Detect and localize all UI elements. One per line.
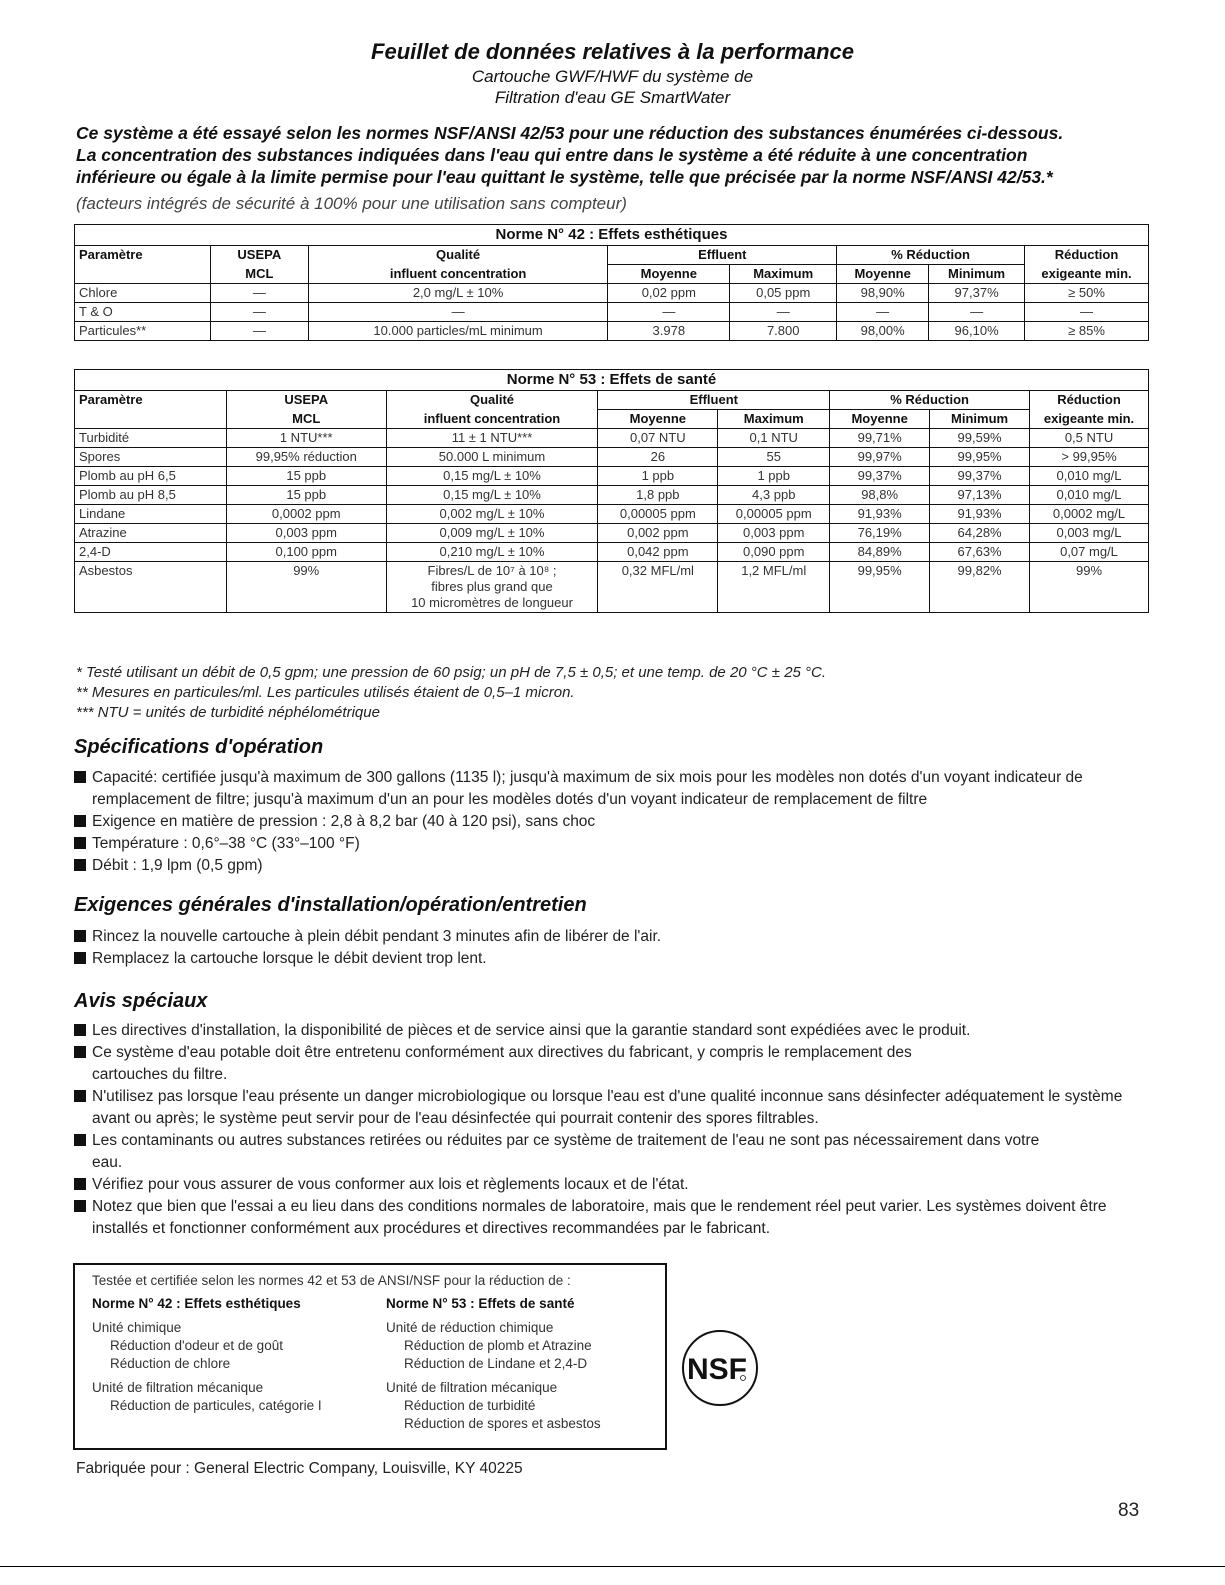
cert-item: Réduction de spores et asbestos	[404, 1416, 601, 1431]
table-cell: 11 ± 1 NTU***	[386, 429, 598, 448]
table-cell: 0,02 ppm	[608, 284, 730, 303]
table-cell: 0,00005 ppm	[718, 505, 830, 524]
table-row	[75, 524, 1149, 543]
table-cell	[386, 562, 598, 613]
table-cell: 98,00%	[837, 322, 929, 341]
list-item: Capacité: certifiée jusqu'à maximum de 300 gallons (1135 l); jusqu'à maximum de six mois pour les modèles non dotés d'un voyant indicateur de remplacement de filtre; jusqu'à maximum d'un an pour les modèles dotés d'un voyant indicateur de remplacement de filtre	[74, 767, 1154, 811]
table-cell: 0,090 ppm	[718, 543, 830, 562]
table-cell: Plomb au pH 6,5	[75, 467, 227, 486]
header-influent: influent concentration	[308, 265, 608, 284]
table-cell: 0,009 mg/L ± 10%	[386, 524, 598, 543]
table-norme-53	[74, 369, 1149, 613]
cert-item: Réduction de turbidité	[404, 1398, 536, 1413]
table-row	[75, 486, 1149, 505]
header-influent: influent concentration	[386, 410, 598, 429]
cert-column-heading: Norme N° 53 : Effets de santé	[386, 1296, 575, 1311]
table-cell: 76,19%	[830, 524, 930, 543]
table-cell: 0,15 mg/L ± 10%	[386, 486, 598, 505]
table-cell: > 99,95%	[1030, 448, 1149, 467]
table-cell: 99,97%	[830, 448, 930, 467]
table-cell: Plomb au pH 8,5	[75, 486, 227, 505]
bullet-square-icon	[74, 1178, 86, 1190]
table-cell: —	[608, 303, 730, 322]
list-item: Exigence en matière de pression : 2,8 à 8,2 bar (40 à 120 psi), sans choc	[74, 811, 1154, 833]
table-cell: 0,042 ppm	[598, 543, 718, 562]
table-cell: 0,010 mg/L	[1030, 486, 1149, 505]
table-body	[75, 284, 1149, 341]
intro-line: La concentration des substances indiquées dans l'eau qui entre dans le système a été réduite à une concentration	[76, 145, 1028, 165]
bullet-square-icon	[74, 859, 86, 871]
list-item: Vérifiez pour vous assurer de vous conformer aux lois et règlements locaux et de l'état.	[74, 1174, 1154, 1196]
bullet-list-specs	[74, 767, 1154, 877]
table-cell: 1 ppb	[718, 467, 830, 486]
bullet-square-icon	[74, 1090, 86, 1102]
cell-line: fibres plus grand que	[431, 579, 553, 594]
page-divider	[0, 1566, 1225, 1567]
footnote: * Testé utilisant un débit de 0,5 gpm; une pression de 60 psig; un pH de 7,5 ± 0,5; et une temp. de 20 °C ± 25 °C.	[76, 664, 827, 681]
table-cell: ≥ 85%	[1025, 322, 1149, 341]
table-row	[75, 505, 1149, 524]
table-cell: 98,8%	[830, 486, 930, 505]
page-number: 83	[1118, 1500, 1140, 1521]
table-cell: 0,210 mg/L ± 10%	[386, 543, 598, 562]
header-maximum: Maximum	[718, 410, 830, 429]
cert-group	[386, 1379, 666, 1433]
list-item: Température : 0,6°–38 °C (33°–100 °F)	[74, 833, 1154, 855]
table-row	[75, 303, 1149, 322]
header-req-min: Réduction	[1025, 246, 1149, 265]
table-cell: Lindane	[75, 505, 227, 524]
table-cell: 2,4-D	[75, 543, 227, 562]
cert-group	[92, 1319, 372, 1373]
list-item: Notez que bien que l'essai a eu lieu dans des conditions normales de laboratoire, mais que le rendement réel peut varier. Les systèmes doivent être installés et fonctionner conformément aux procédures et directives recommandées par le fabricant.	[74, 1196, 1154, 1240]
table-cell: 0,07 NTU	[598, 429, 718, 448]
header-qualite: Qualité	[386, 391, 598, 410]
bullet-list-install	[74, 926, 1154, 970]
table-cell: 99,37%	[930, 467, 1030, 486]
table-cell: —	[210, 303, 308, 322]
header-effluent: Effluent	[598, 391, 830, 410]
header-moyenne: Moyenne	[837, 265, 929, 284]
cert-item: Réduction de chlore	[110, 1356, 231, 1371]
table-cell: 0,1 NTU	[718, 429, 830, 448]
table-cell: 55	[718, 448, 830, 467]
table-row	[75, 562, 1149, 613]
table-cell: 0,003 mg/L	[1030, 524, 1149, 543]
header-req-min: exigeante min.	[1030, 410, 1149, 429]
header-mcl: MCL	[226, 410, 386, 429]
title-block	[0, 38, 1225, 108]
cell-line: Fibres/L de 10⁷ à 10⁸ ;	[427, 563, 557, 578]
table-cell: 10.000 particles/mL minimum	[308, 322, 608, 341]
table-cell: 91,93%	[930, 505, 1030, 524]
cert-group-title: Unité de filtration mécanique	[92, 1380, 264, 1395]
table-row	[75, 467, 1149, 486]
list-item: N'utilisez pas lorsque l'eau présente un danger microbiologique ou lorsque l'eau est d'une qualité inconnue sans désinfecter adéquatement le système avant ou après; le système peut servir pour de l'eau désinfectée qui pourrait contenir des spores filtrables.	[74, 1086, 1154, 1130]
table-cell: 0,07 mg/L	[1030, 543, 1149, 562]
cert-column-heading: Norme N° 42 : Effets esthétiques	[92, 1296, 301, 1311]
table-cell: —	[1025, 303, 1149, 322]
table-cell: —	[210, 322, 308, 341]
table-cell: 7.800	[730, 322, 837, 341]
list-item: Ce système d'eau potable doit être entretenu conformément aux directives du fabricant, y compris le remplacement des cartouches du filtre.	[74, 1042, 1154, 1086]
table-cell: 50.000 L minimum	[386, 448, 598, 467]
header-reduction: % Réduction	[837, 246, 1025, 265]
table-cell: 0,5 NTU	[1030, 429, 1149, 448]
table-cell: 0,003 ppm	[226, 524, 386, 543]
section-heading-avis: Avis spéciaux	[74, 990, 208, 1012]
table-cell: —	[210, 284, 308, 303]
list-item: Les contaminants ou autres substances retirées ou réduites par ce système de traitement de l'eau ne sont pas nécessairement dans votre eau.	[74, 1130, 1154, 1174]
table-cell: 4,3 ppb	[718, 486, 830, 505]
table-body	[75, 429, 1149, 562]
intro-note: (facteurs intégrés de sécurité à 100% pour une utilisation sans compteur)	[76, 194, 627, 213]
header-qualite: Qualité	[308, 246, 608, 265]
header-mcl: MCL	[210, 265, 308, 284]
page-subtitle: Cartouche GWF/HWF du système de	[471, 67, 754, 86]
table-cell: 84,89%	[830, 543, 930, 562]
cert-group	[92, 1379, 372, 1415]
intro-line: inférieure ou égale à la limite permise pour l'eau quittant le système, telle que précisée par la norme NSF/ANSI 42/53.*	[76, 167, 1053, 187]
table-cell: 96,10%	[929, 322, 1025, 341]
list-item: Rincez la nouvelle cartouche à plein débit pendant 3 minutes afin de libérer de l'air.	[74, 926, 1154, 948]
bullet-square-icon	[74, 1200, 86, 1212]
bullet-square-icon	[74, 930, 86, 942]
table-cell: 1 ppb	[598, 467, 718, 486]
intro-line: Ce système a été essayé selon les normes NSF/ANSI 42/53 pour une réduction des substances énumérées ci-dessous.	[76, 123, 1064, 143]
list-item: Les directives d'installation, la disponibilité de pièces et de service ainsi que la garantie standard sont expédiées avec le produit.	[74, 1020, 1154, 1042]
header-req-min: exigeante min.	[1025, 265, 1149, 284]
table-cell: ≥ 50%	[1025, 284, 1149, 303]
section-heading-install: Exigences générales d'installation/opération/entretien	[74, 894, 587, 916]
cert-item: Réduction de Lindane et 2,4-D	[404, 1356, 588, 1371]
page-title: Feuillet de données relatives à la performance	[371, 39, 854, 64]
header-moyenne: Moyenne	[598, 410, 718, 429]
table-caption: Norme N° 42 : Effets esthétiques	[75, 225, 1149, 246]
header-minimum: Minimum	[929, 265, 1025, 284]
bullet-square-icon	[74, 952, 86, 964]
table-cell: 0,0002 mg/L	[1030, 505, 1149, 524]
cert-group	[386, 1319, 666, 1373]
nsf-logo-text: NSF	[687, 1353, 747, 1386]
table-cell: 64,28%	[930, 524, 1030, 543]
table-cell: 0,05 ppm	[730, 284, 837, 303]
table-cell: 0,002 ppm	[598, 524, 718, 543]
header-moyenne: Moyenne	[608, 265, 730, 284]
cert-lead: Testée et certifiée selon les normes 42 et 53 de ANSI/NSF pour la réduction de :	[92, 1273, 571, 1288]
table-cell: —	[308, 303, 608, 322]
table-norme-42	[74, 224, 1149, 341]
certification-box	[73, 1263, 667, 1450]
header-usepa: USEPA	[210, 246, 308, 265]
cert-group-title: Unité chimique	[92, 1320, 182, 1335]
table-cell: T & O	[75, 303, 211, 322]
bullet-square-icon	[74, 837, 86, 849]
table-cell: 67,63%	[930, 543, 1030, 562]
bullet-square-icon	[74, 1024, 86, 1036]
table-cell: 99%	[1030, 562, 1149, 613]
table-cell: 1,8 ppb	[598, 486, 718, 505]
table-cell: Particules**	[75, 322, 211, 341]
header-minimum: Minimum	[930, 410, 1030, 429]
table-cell: 0,010 mg/L	[1030, 467, 1149, 486]
table-cell: 0,100 ppm	[226, 543, 386, 562]
page-subtitle: Filtration d'eau GE SmartWater	[494, 88, 731, 107]
header-effluent: Effluent	[608, 246, 837, 265]
cell-line: 10 micromètres de longueur	[411, 595, 573, 610]
table-cell: 98,90%	[837, 284, 929, 303]
table-cell: 15 ppb	[226, 486, 386, 505]
table-cell: 15 ppb	[226, 467, 386, 486]
bullet-list-avis	[74, 1020, 1154, 1240]
table-cell: 99,95% réduction	[226, 448, 386, 467]
table-cell: 91,93%	[830, 505, 930, 524]
table-cell: Chlore	[75, 284, 211, 303]
table-row	[75, 322, 1149, 341]
table-cell: —	[730, 303, 837, 322]
table-row	[75, 543, 1149, 562]
table-cell: —	[837, 303, 929, 322]
table-cell: 3.978	[608, 322, 730, 341]
header-moyenne: Moyenne	[830, 410, 930, 429]
table-cell: 0,32 MFL/ml	[598, 562, 718, 613]
table-cell: 1,2 MFL/ml	[718, 562, 830, 613]
table-cell: —	[929, 303, 1025, 322]
section-heading-specs: Spécifications d'opération	[74, 736, 324, 758]
cert-group-title: Unité de filtration mécanique	[386, 1380, 558, 1395]
footnote: ** Mesures en particules/ml. Les particules utilisés étaient de 0,5–1 micron.	[76, 684, 575, 701]
header-param: Paramètre	[75, 391, 227, 429]
nsf-logo-icon	[680, 1328, 760, 1408]
list-item: Débit : 1,9 lpm (0,5 gpm)	[74, 855, 1154, 877]
footnote: *** NTU = unités de turbidité néphélométrique	[76, 704, 380, 721]
header-req-min: Réduction	[1030, 391, 1149, 410]
header-reduction: % Réduction	[830, 391, 1030, 410]
cert-item: Réduction d'odeur et de goût	[110, 1338, 283, 1353]
bullet-square-icon	[74, 815, 86, 827]
bullet-square-icon	[74, 1046, 86, 1058]
table-cell: 99,95%	[930, 448, 1030, 467]
cert-item: Réduction de particules, catégorie I	[110, 1398, 322, 1413]
footnotes	[76, 663, 826, 723]
table-cell: 99%	[226, 562, 386, 613]
list-item: Remplacez la cartouche lorsque le débit devient trop lent.	[74, 948, 1154, 970]
table-row	[75, 448, 1149, 467]
bullet-square-icon	[74, 771, 86, 783]
cert-column-53	[386, 1295, 666, 1439]
table-cell: 1 NTU***	[226, 429, 386, 448]
header-maximum: Maximum	[730, 265, 837, 284]
table-cell: 2,0 mg/L ± 10%	[308, 284, 608, 303]
table-cell: 99,82%	[930, 562, 1030, 613]
header-param: Paramètre	[75, 246, 211, 284]
table-cell: Asbestos	[75, 562, 227, 613]
table-cell: 0,003 ppm	[718, 524, 830, 543]
table-cell: Turbidité	[75, 429, 227, 448]
table-cell: 99,37%	[830, 467, 930, 486]
table-cell: 0,0002 ppm	[226, 505, 386, 524]
cert-group-title: Unité de réduction chimique	[386, 1320, 554, 1335]
table-cell: 97,37%	[929, 284, 1025, 303]
table-cell: 26	[598, 448, 718, 467]
cert-column-42	[92, 1295, 372, 1421]
cert-item: Réduction de plomb et Atrazine	[404, 1338, 592, 1353]
intro-statement	[76, 122, 1156, 188]
table-cell: 99,71%	[830, 429, 930, 448]
table-cell: Atrazine	[75, 524, 227, 543]
header-usepa: USEPA	[226, 391, 386, 410]
table-cell: 97,13%	[930, 486, 1030, 505]
table-cell: 0,00005 ppm	[598, 505, 718, 524]
table-cell: 0,002 mg/L ± 10%	[386, 505, 598, 524]
table-cell: 99,95%	[830, 562, 930, 613]
table-cell: Spores	[75, 448, 227, 467]
table-row	[75, 429, 1149, 448]
table-row	[75, 284, 1149, 303]
manufacturer-line: Fabriquée pour : General Electric Company, Louisville, KY 40225	[76, 1460, 523, 1477]
bullet-square-icon	[74, 1134, 86, 1146]
table-cell: 0,15 mg/L ± 10%	[386, 467, 598, 486]
table-cell: 99,59%	[930, 429, 1030, 448]
table-caption: Norme N° 53 : Effets de santé	[75, 370, 1149, 391]
